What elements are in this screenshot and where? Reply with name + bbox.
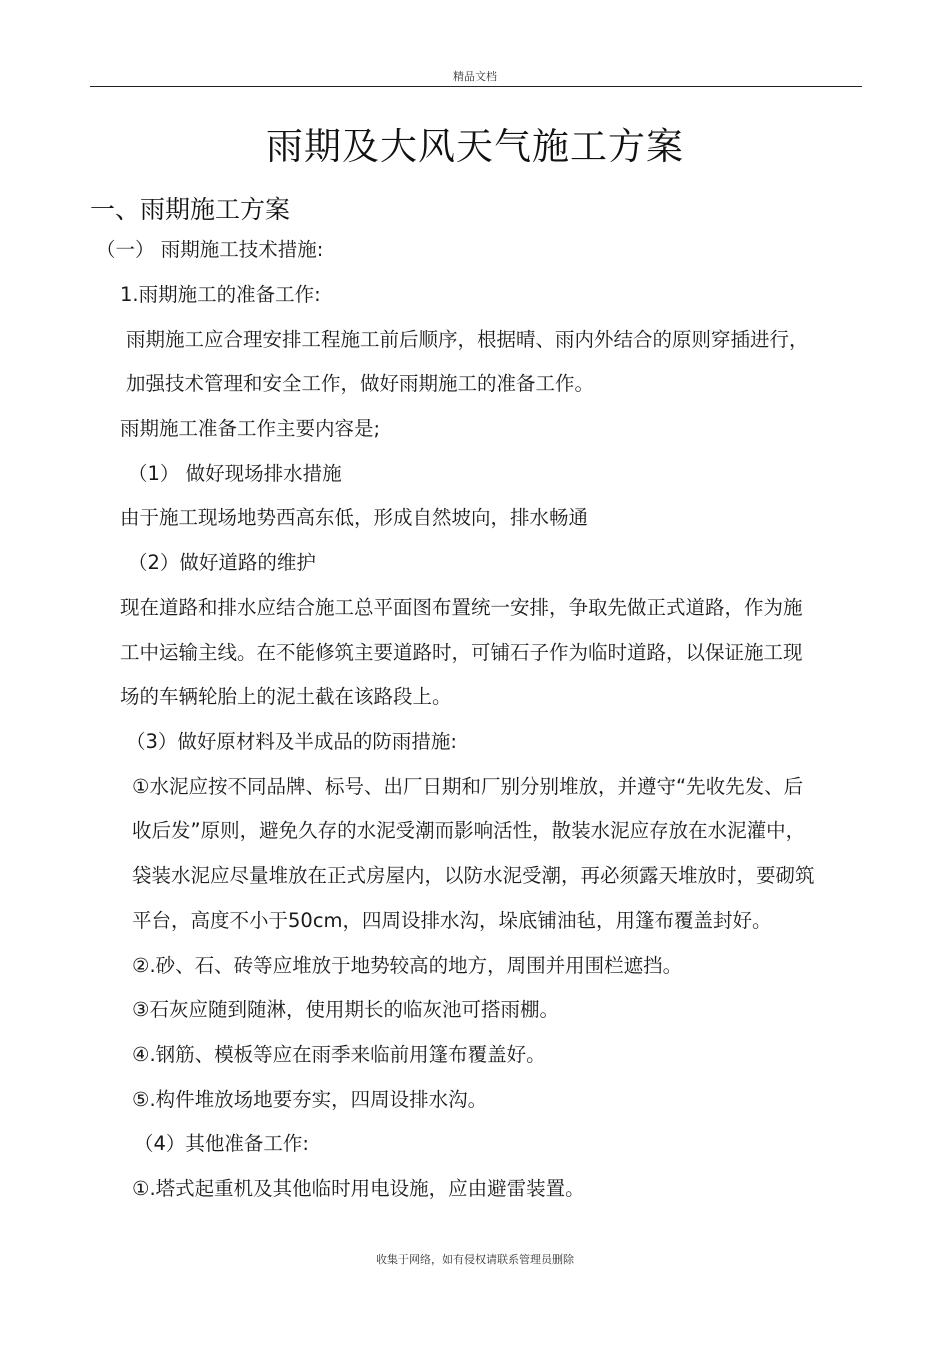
paragraph-line: ④.钢筋、模板等应在雨季来临前用篷布覆盖好。	[132, 1043, 546, 1066]
paragraph-line: ③石灰应随到随淋，使用期长的临灰池可搭雨棚。	[132, 998, 559, 1021]
paragraph-line: 工中运输主线。在不能修筑主要道路时，可铺石子作为临时道路，以保证施工现	[120, 641, 803, 664]
paragraph-line: 由于施工现场地势西高东低，形成自然坡向，排水畅通	[120, 506, 589, 529]
page-footer: 收集于网络，如有侵权请联系管理员删除	[376, 1253, 574, 1266]
paragraph-line: 袋装水泥应尽量堆放在正式房屋内，以防水泥受潮，再必须露天堆放时，要砌筑	[132, 864, 815, 887]
paragraph-line: 加强技术管理和安全工作，做好雨期施工的准备工作。	[126, 372, 595, 395]
header-divider	[90, 86, 862, 87]
paragraph-heading: 1.雨期施工的准备工作:	[120, 283, 321, 306]
paragraph-line: ①水泥应按不同品牌、标号、出厂日期和厂别分别堆放，并遵守“先收先发、后	[132, 775, 804, 798]
paragraph-line: 现在道路和排水应结合施工总平面图布置统一安排，争取先做正式道路，作为施	[120, 596, 803, 619]
paragraph-line: 场的车辆轮胎上的泥土截在该路段上。	[120, 685, 452, 708]
paragraph-line: ⑤.构件堆放场地要夯实，四周设排水沟。	[132, 1088, 488, 1111]
document-title: 雨期及大风天气施工方案	[266, 125, 684, 168]
paragraph-line: 雨期施工准备工作主要内容是;	[120, 417, 381, 440]
page-header: 精品文档	[453, 70, 497, 83]
paragraph-line: ①.塔式起重机及其他临时用电设施，应由避雷装置。	[132, 1177, 585, 1200]
list-item-heading: （4）其他准备工作:	[134, 1132, 309, 1155]
list-item-heading: （2）做好道路的维护	[128, 551, 316, 574]
paragraph-line: 雨期施工应合理安排工程施工前后顺序，根据晴、雨内外结合的原则穿插进行，	[126, 328, 809, 351]
list-item-heading: （3）做好原材料及半成品的防雨措施:	[126, 730, 457, 753]
paragraph-line: 收后发”原则，避免久存的水泥受潮而影响活性，散装水泥应存放在水泥灌中，	[132, 819, 806, 842]
section-heading: 一、雨期施工方案	[90, 195, 291, 224]
paragraph-line: 平台，高度不小于50cm，四周设排水沟，垛底铺油毡，用篷布覆盖封好。	[132, 909, 772, 932]
list-item-heading: （1） 做好现场排水措施	[128, 462, 342, 485]
subsection-heading: （一） 雨期施工技术措施:	[96, 238, 324, 261]
paragraph-line: ②.砂、石、砖等应堆放于地势较高的地方，周围并用围栏遮挡。	[132, 954, 683, 977]
